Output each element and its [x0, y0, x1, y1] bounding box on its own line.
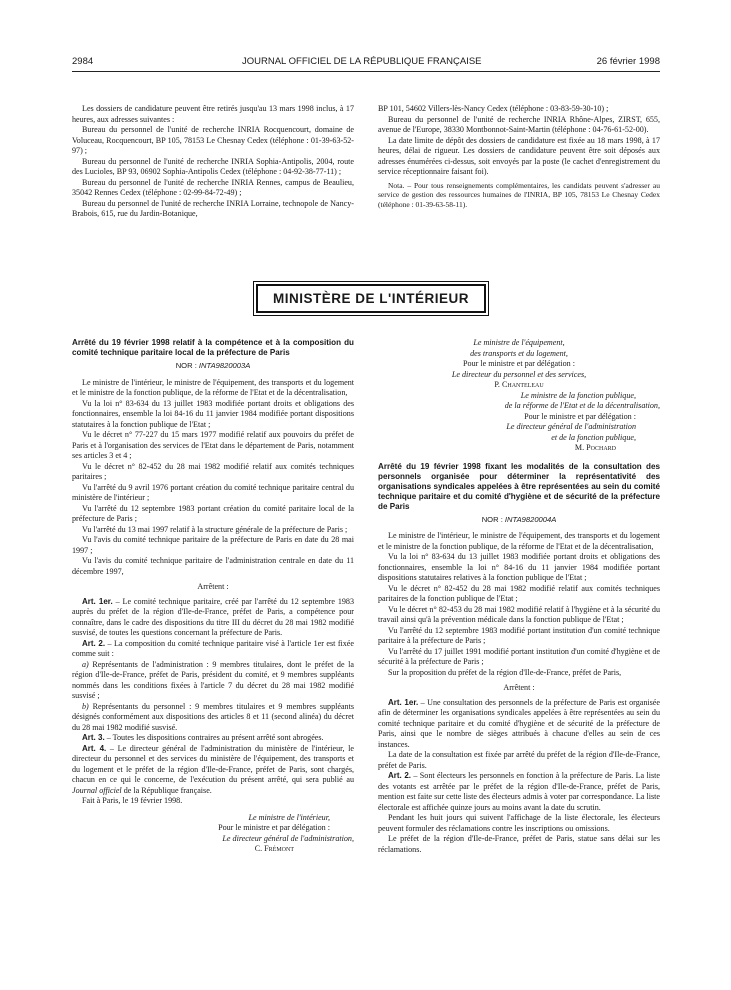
- page-number: 2984: [72, 56, 94, 67]
- journal-title: JOURNAL OFFICIEL DE LA RÉPUBLIQUE FRANÇAISE: [242, 56, 482, 67]
- signature-line: de la réforme de l'Etat et de la décentralisation,: [504, 401, 660, 410]
- signature-line: Le ministre de l'équipement,: [473, 338, 565, 347]
- signatory-name: M. Pochard: [574, 443, 616, 452]
- decree1-title: Arrêté du 19 février 1998 relatif à la compétence et à la composition du comité technique paritaire local de la préfecture de Paris: [72, 338, 354, 357]
- paragraph: Vu le décret n° 82-453 du 28 mai 1982 modifié relatif à l'hygiène et à la sécurité du travail ainsi qu'à la prévention médicale dans la fonction publique de l'Etat ;: [378, 604, 660, 624]
- article-4: Art. 4. – Le directeur général de l'administration du ministère de l'intérieur, le directeur du personnel et des services du ministère de l'équipement, des transports et du logement et le préfet de la région d'Ile-de-France, préfet de Paris, sont chargés, chacun en ce qui le concerne, de l'exécution du présent arrêté, qui sera publié au Journal officiel de la République française.: [72, 743, 354, 795]
- paragraph: Vu l'arrêté du 12 septembre 1983 portant création du comité paritaire local de la préfecture de Paris ;: [72, 503, 354, 523]
- article-2: Art. 2. – Sont électeurs les personnels en fonction à la préfecture de Paris. La liste des votants est arrêtée par le préfet de la région d'Ile-de-France, préfet de Paris, mention est faite sur cette liste des électeurs admis à voter par correspondance. La liste électorale est affichée quinze jours au moins avant la date du scrutin.: [378, 771, 660, 812]
- paragraph: Sur la proposition du préfet de la région d'Ile-de-France, préfet de Paris,: [388, 667, 622, 677]
- header-rule: [72, 71, 660, 72]
- signatory-name: C. Frémont: [254, 844, 294, 853]
- signature-line: Pour le ministre et par délégation :: [524, 411, 636, 421]
- paragraph: Bureau du personnel de l'unité de recherche INRIA Rocquencourt, domaine de Voluceau, Rocquencourt, BP 105, 78153 Le Chesnay Cedex (téléphone : 01-39-63-52-97) ;: [72, 125, 354, 155]
- article-1: Art. 1er. – Le comité technique paritaire, créé par l'arrêté du 12 septembre 1983 auprès du préfet de la région d'Ile-de-France, préfet de Paris, a compétence pour connaître, dans le cadre des dispositions du titre III du décret du 28 mai 1982 modifié susvisé, de toutes les questions concernant la préfecture de Paris.: [72, 596, 355, 637]
- signature-line: Le directeur du personnel et des services,: [451, 369, 587, 379]
- top-right-column: [378, 104, 660, 209]
- signature-line: et de la fonction publique,: [551, 432, 636, 442]
- paragraph: La date limite de dépôt des dossiers de candidature est fixée au 18 mars 1998, à 17 heures, délai de rigueur. Les dossiers de candidature peuvent être soit déposés aux adresses énumérées ci-dessus, soit envoyés par la poste (le cachet d'enregistrement du service réceptionnaire faisant foi).: [378, 135, 660, 176]
- paragraph: Bureau du personnel de l'unité de recherche INRIA Rhône-Alpes, ZIRST, 655, avenue de l'Europe, 38330 Montbonnot-Saint-Martin (téléphone : 04-76-61-52-00).: [378, 114, 660, 134]
- decree1-signatures-and-decree2-column: [378, 338, 660, 855]
- paragraph: Vu le décret n° 82-452 du 28 mai 1982 modifié relatif aux comités techniques paritaires de la fonction publique de l'Etat ;: [378, 583, 660, 603]
- paragraph: Le ministre de l'intérieur, le ministre de l'équipement, des transports et du logement et le ministre de la fonction publique, de la réforme de l'Etat et de la décentralisation,: [72, 377, 354, 397]
- paragraph: La date de la consultation est fixée par arrêté du préfet de la région d'Ile-de-France, préfet de Paris.: [378, 750, 660, 770]
- decree1-column: [72, 338, 354, 855]
- paragraph: Vu la loi n° 83-634 du 13 juillet 1983 modifiée portant droits et obligations des fonctionnaires, ensemble la loi 84-16 du 11 janvier 1984 modifiée portant dispositions statutaires à la fonction publique de l'Etat ;: [72, 398, 354, 429]
- signature-line: Le ministre de l'intérieur,: [248, 812, 330, 822]
- paragraph: Vu la loi n° 83-634 du 13 juillet 1983 modifiée portant droits et obligations des fonctionnaires, ensemble la loi n° 84-16 du 11 janvier 1984 modifiée portant dispositions statutaires relatives à la fonction publique de l'Etat ;: [378, 552, 660, 582]
- paragraph: Bureau du personnel de l'unité de recherche INRIA Lorraine, technopole de Nancy-Brabois, 615, rue du Jardin-Botanique,: [72, 198, 354, 218]
- paragraph: Les dossiers de candidature peuvent être retirés jusqu'au 13 mars 1998 inclus, à 17 heures, aux adresses suivantes :: [72, 104, 354, 124]
- signature-line: Le ministre de la fonction publique,: [520, 390, 636, 400]
- decree1-nor: NOR : INTA9820003A: [175, 361, 251, 370]
- signatory-name: P. Chanteleau: [494, 380, 544, 389]
- article-2: Art. 2. – La composition du comité technique paritaire visé à l'article 1er est fixée comme suit :: [72, 638, 354, 658]
- decree2-nor: NOR : INTA9820004A: [481, 514, 557, 524]
- signature-line: Le directeur général de l'administration,: [222, 833, 354, 843]
- top-left-column: [72, 104, 354, 220]
- paragraph: BP 101, 54602 Villers-lès-Nancy Cedex (téléphone : 03-83-59-30-10) ;: [378, 104, 609, 113]
- paragraph: Le préfet de la région d'Ile-de-France, préfet de Paris, statue sans délai sur les réclamations.: [378, 834, 660, 854]
- issue-date: 26 février 1998: [596, 56, 660, 67]
- paragraph: Vu l'arrêté du 12 septembre 1983 modifié portant institution d'un comité technique paritaire à la préfecture de Paris ;: [378, 625, 660, 645]
- signature-line: Le directeur général de l'administration: [506, 422, 636, 431]
- decree2-title: Arrêté du 19 février 1998 fixant les modalités de la consultation des personnels organisée pour déterminer la représentativité des organisations syndicales appelées à être représentées au sein du comité technique paritaire et du comité d'hygiène et de sécurité de la préfecture de Paris: [378, 461, 660, 511]
- paragraph: Vu l'avis du comité technique paritaire de la préfecture de Paris en date du 28 mai 1997 ;: [72, 535, 354, 555]
- paragraph: Bureau du personnel de l'unité de recherche INRIA Rennes, campus de Beaulieu, 35042 Rennes Cedex (téléphone : 02-99-84-72-49) ;: [72, 177, 354, 197]
- paragraph: Vu l'arrêté du 17 juillet 1991 modifié portant institution d'un comité d'hygiène et de sécurité à la préfecture de Paris ;: [378, 646, 660, 666]
- paragraph: Vu le décret n° 77-227 du 15 mars 1977 modifié relatif aux pouvoirs du préfet de Paris et à l'organisation des services de l'Etat dans le département de Paris, notamment ses articles 3 et 4 ;: [72, 430, 354, 460]
- paragraph: Vu l'arrêté du 9 avril 1976 portant création du comité technique paritaire central du ministère de l'intérieur ;: [72, 482, 354, 502]
- paragraph: Vu l'arrêté du 13 mai 1997 relatif à la structure générale de la préfecture de Paris ;: [82, 524, 348, 534]
- article-1: Art. 1er. – Une consultation des personnels de la préfecture de Paris est organisée afin de déterminer les organisations syndicales appelées à être représentées au sein du comité technique paritaire et du comité d'hygiène et de sécurité de la préfecture de Paris, ainsi que le nombre de sièges attribués à chacune d'elles au sein de ces instances.: [378, 697, 660, 749]
- arretent: Arrêtent :: [197, 582, 229, 591]
- paragraph: Le ministre de l'intérieur, le ministre de l'équipement, des transports et du logement et le ministre de la fonction publique, de la réforme de l'Etat et de la décentralisation,: [378, 531, 660, 551]
- paragraph: Vu l'avis du comité technique paritaire de l'administration centrale en date du 11 décembre 1997,: [72, 556, 354, 576]
- article-2-b: b) Représentants du personnel : 9 membres titulaires et 9 membres suppléants désignés conformément aux dispositions des articles 8 et 11 (second alinéa) du décret du 28 mai 1982 modifié susvisé.: [72, 701, 354, 732]
- page-header: [72, 56, 660, 70]
- done-at: Fait à Paris, le 19 février 1998.: [82, 796, 183, 805]
- paragraph: Pendant les huit jours qui suivent l'affichage de la liste électorale, les électeurs peuvent formuler des réclamations contre les inscriptions ou omissions.: [378, 813, 660, 833]
- ministry-heading: MINISTÈRE DE L'INTÉRIEUR: [256, 284, 486, 313]
- article-2-a: a) Représentants de l'administration : 9 membres titulaires, dont le préfet de la région d'Ile-de-France, préfet de Paris, président du comité, et 9 membres suppléants nommés dans les conditions fixées à l'article 7 du décret du 28 mai 1982 modifié susvisé ;: [72, 659, 354, 700]
- paragraph: Bureau du personnel de l'unité de recherche INRIA Sophia-Antipolis, 2004, route des Lucioles, BP 93, 06902 Sophia-Antipolis Cedex (téléphone : 04-92-38-77-11) ;: [72, 156, 354, 176]
- signature-line: Pour le ministre et par délégation :: [463, 359, 575, 368]
- signature-line: Pour le ministre et par délégation :: [218, 823, 330, 832]
- nota-paragraph: Nota. – Pour tous renseignements complémentaires, les candidats peuvent s'adresser au service de gestion des ressources humaines de l'INRIA, BP 105, 78153 Le Chesnay Cedex (téléphone : 01-39-63-58-11).: [378, 180, 660, 209]
- article-3: Art. 3. – Toutes les dispositions contraires au présent arrêté sont abrogées.: [82, 733, 324, 742]
- signature-line: des transports et du logement,: [470, 348, 568, 358]
- paragraph: Vu le décret n° 82-452 du 28 mai 1982 modifié relatif aux comités techniques paritaires ;: [72, 461, 354, 481]
- arretent: Arrêtent :: [503, 683, 535, 692]
